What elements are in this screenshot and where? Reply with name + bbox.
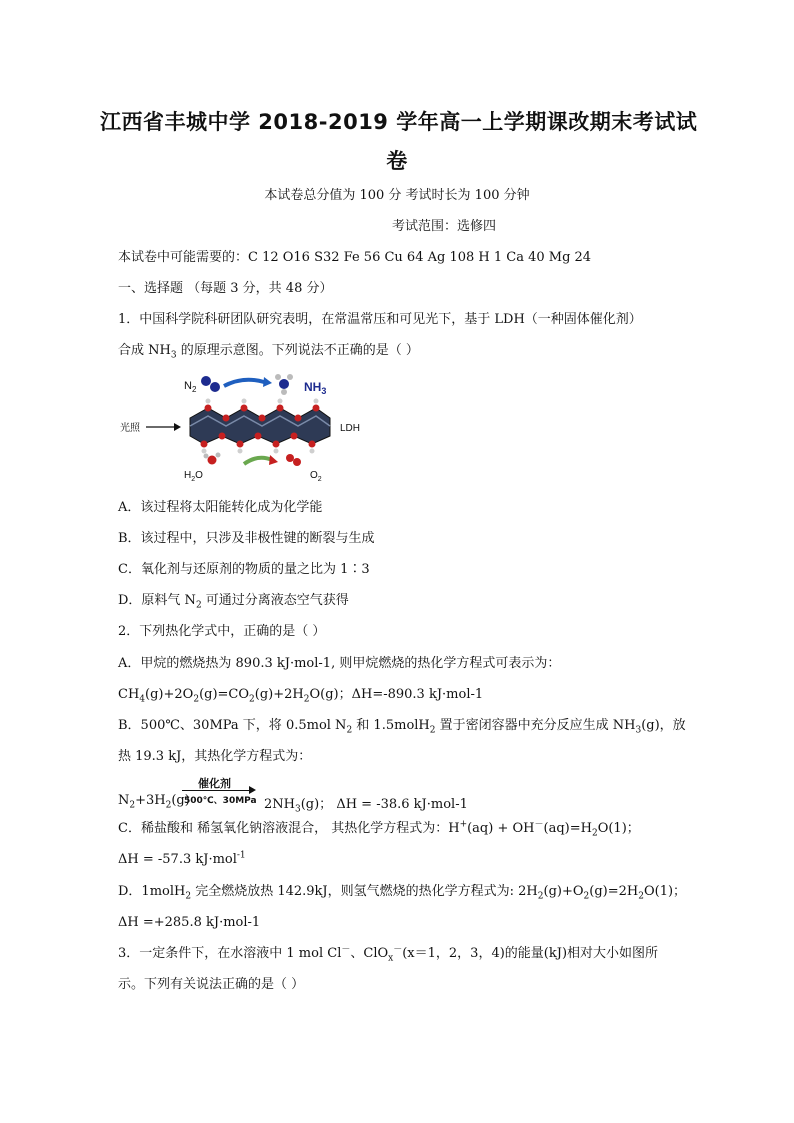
exam-info-line2: 考试范围：选修四: [392, 219, 497, 234]
o2-label: $O_2$: [310, 470, 322, 483]
n2-label: $N_2$: [184, 380, 197, 394]
reaction-arrow: [180, 775, 258, 811]
nh3-label: $NH_3$: [304, 380, 327, 396]
exam-title-line1: 江西省丰城中学 2018-2019 学年高一上学期课改期末考试试: [100, 110, 698, 134]
q1-stem-line2: 合成 $NH_3$ 的原理示意图。下列说法不正确的是（ ）: [118, 343, 419, 361]
green-arrow-icon: [244, 458, 272, 464]
ldh-diagram: [118, 368, 378, 486]
q2-option-b-line1: B．500℃、30MPa 下，将 0.5mol $N_2$ 和 1.5molH$_2$ 置于密闭容器中充分反应生成 $NH_3(g)$，放: [118, 718, 686, 736]
q1-option-a: A．该过程将太阳能转化成为化学能: [118, 500, 323, 515]
q3-stem-line1: 3．一定条件下，在水溶液中 1 mol Cl－、ClO$_x$－(x＝1，2，3，4)的能量(kJ)相对大小如图所: [118, 944, 659, 964]
atomic-masses: 本试卷中可能需要的：C 12 O16 S32 Fe 56 Cu 64 Ag 108 H 1 Ca 40 Mg 24: [118, 250, 592, 265]
h2o-molecule-icon: [204, 453, 221, 465]
exam-title-line2: 卷: [386, 149, 408, 173]
q3-stem-line2: 示。下列有关说法正确的是（ ）: [118, 977, 305, 992]
equation-left: $N_2+3H_2(g)$: [118, 793, 190, 811]
nh3-molecule-icon: [275, 374, 293, 395]
ldh-lattice-icon: [190, 399, 330, 454]
q1-option-c: C．氧化剂与还原剂的物质的量之比为 1∶3: [118, 562, 370, 577]
exam-info-line1: 本试卷总分值为 100 分 考试时长为 100 分钟: [264, 188, 530, 203]
q1-option-d: D．原料气 $N_2$ 可通过分离液态空气获得: [118, 593, 349, 611]
q2-option-d-line1: D．1molH$_2$ 完全燃烧放热 142.9kJ，则氢气燃烧的热化学方程式为: $2H_2(g)+O_2(g)=2H_2O(1)$；: [118, 884, 687, 902]
q2-option-b-line2: 热 19.3 kJ，其热化学方程式为：: [118, 749, 312, 764]
ldh-label: LDH: [340, 423, 361, 434]
h2o-label: $H_2O$: [184, 470, 203, 483]
q2-stem: 2．下列热化学式中，正确的是（ ）: [118, 624, 326, 639]
n2-molecule-icon: [201, 376, 220, 392]
q2-option-c-line1: C．稀盐酸和 稀氢氧化钠溶液混合， 其热化学方程式为：$H^+(aq) + OH^-(aq)=H_2O(1)$；: [118, 819, 640, 839]
light-label: 光照: [120, 423, 140, 434]
section-heading: 一、选择题 （每题 3 分，共 48 分）: [118, 281, 333, 296]
conditions-label: 500℃、30MPa: [184, 796, 257, 806]
arrow-icon: [182, 790, 254, 791]
q2-option-b-equation: [118, 775, 678, 815]
q2-option-a-line2: $CH_4(g)+2O_2(g)=CO_2(g)+2H_2O(g)$；ΔH=-890.3 kJ·mol-1: [118, 687, 484, 705]
blue-arrow-icon: [224, 380, 264, 386]
q2-option-a-line1: A．甲烷的燃烧热为 890.3 kJ·mol-1, 则甲烷燃烧的热化学方程式可表示为：: [118, 656, 561, 671]
q1-option-b: B．该过程中，只涉及非极性键的断裂与生成: [118, 531, 375, 546]
q1-stem-line1: 1．中国科学院科研团队研究表明，在常温常压和可见光下，基于 LDH（一种固体催化剂）: [118, 312, 642, 327]
q2-option-d-line2: ΔH =+285.8 kJ·mol-1: [118, 915, 261, 930]
o2-molecule-icon: [286, 454, 301, 466]
equation-right: $2NH_3(g)$； ΔH = -38.6 kJ·mol-1: [264, 797, 468, 815]
q2-option-c-line2: ΔH = -57.3 kJ·mol$^{-1}$: [118, 850, 246, 867]
catalyst-label: 催化剂: [198, 777, 231, 790]
